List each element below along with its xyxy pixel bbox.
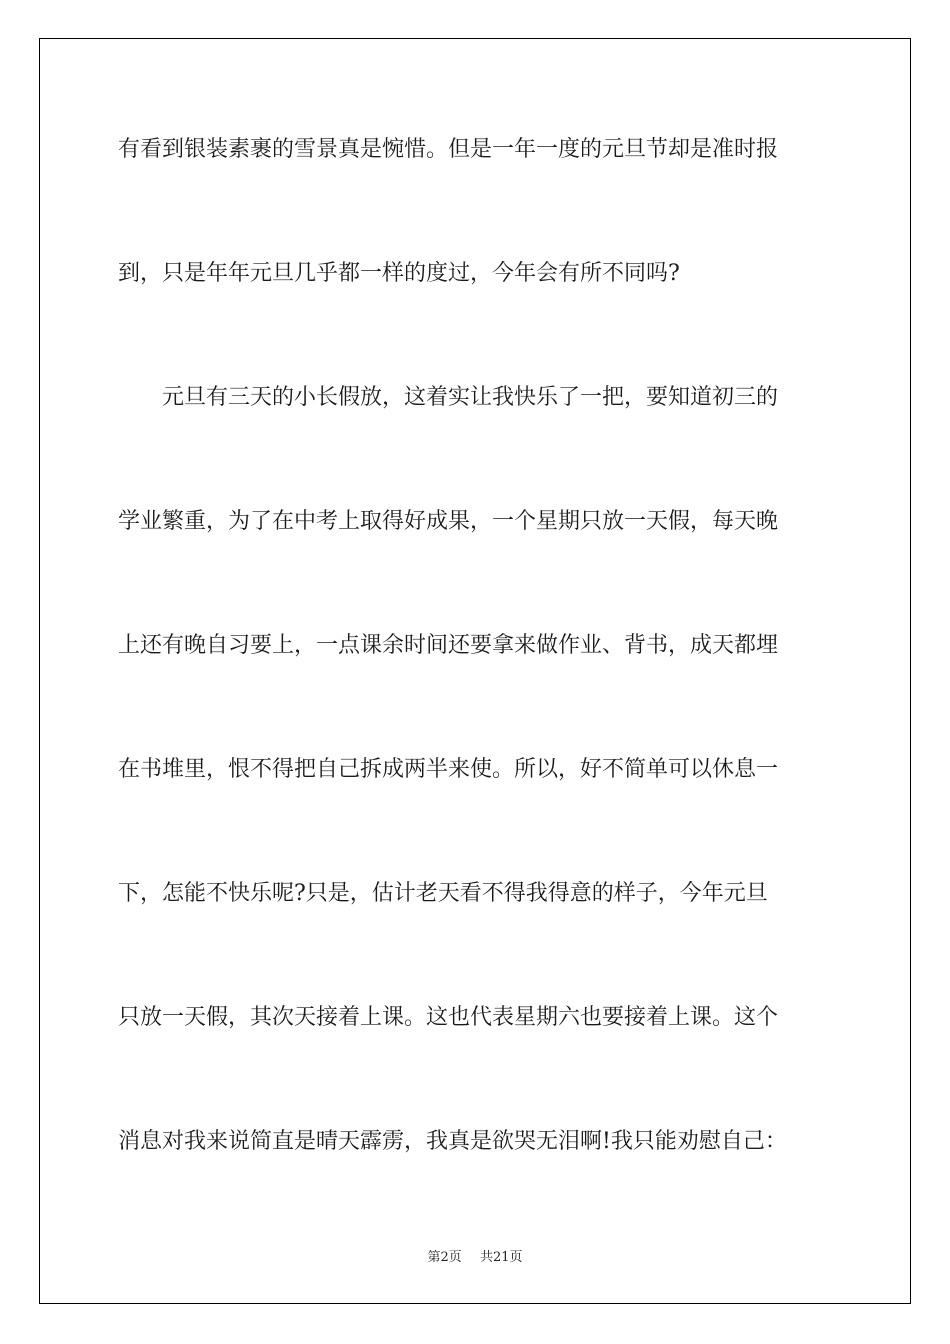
page-number: 第2页 [427, 1250, 462, 1265]
document-body [118, 123, 836, 1177]
line-spacer [118, 557, 836, 619]
paragraph-start-line: 元旦有三天的小长假放，这着实让我快乐了一把，要知道初三的 [162, 385, 779, 410]
line-spacer [118, 681, 836, 743]
page-total: 共21页 [479, 1250, 523, 1265]
line-spacer [118, 1053, 836, 1115]
text-line: 学业繁重，为了在中考上取得好成果，一个星期只放一天假，每天晚 [118, 509, 779, 534]
line-spacer [118, 309, 836, 371]
text-line: 下，怎能不快乐呢?只是，估计老天看不得我得意的样子，今年元旦 [118, 881, 768, 906]
text-line: 到，只是年年元旦几乎都一样的度过，今年会有所不同吗? [118, 261, 680, 286]
page-footer [0, 1246, 950, 1265]
text-line: 只放一天假，其次天接着上课。这也代表星期六也要接着上课。这个 [118, 1005, 779, 1030]
line-spacer [118, 805, 836, 867]
line-spacer [118, 929, 836, 991]
text-line: 消息对我来说简直是晴天霹雳，我真是欲哭无泪啊!我只能劝慰自己： [118, 1129, 787, 1154]
line-spacer [118, 433, 836, 495]
text-line: 在书堆里，恨不得把自己拆成两半来使。所以，好不简单可以休息一 [118, 757, 779, 782]
text-line: 上还有晚自习要上，一点课余时间还要拿来做作业、背书，成天都埋 [118, 633, 779, 658]
text-line: 有看到银装素裹的雪景真是惋惜。但是一年一度的元旦节却是准时报 [118, 137, 779, 162]
line-spacer [118, 185, 836, 247]
